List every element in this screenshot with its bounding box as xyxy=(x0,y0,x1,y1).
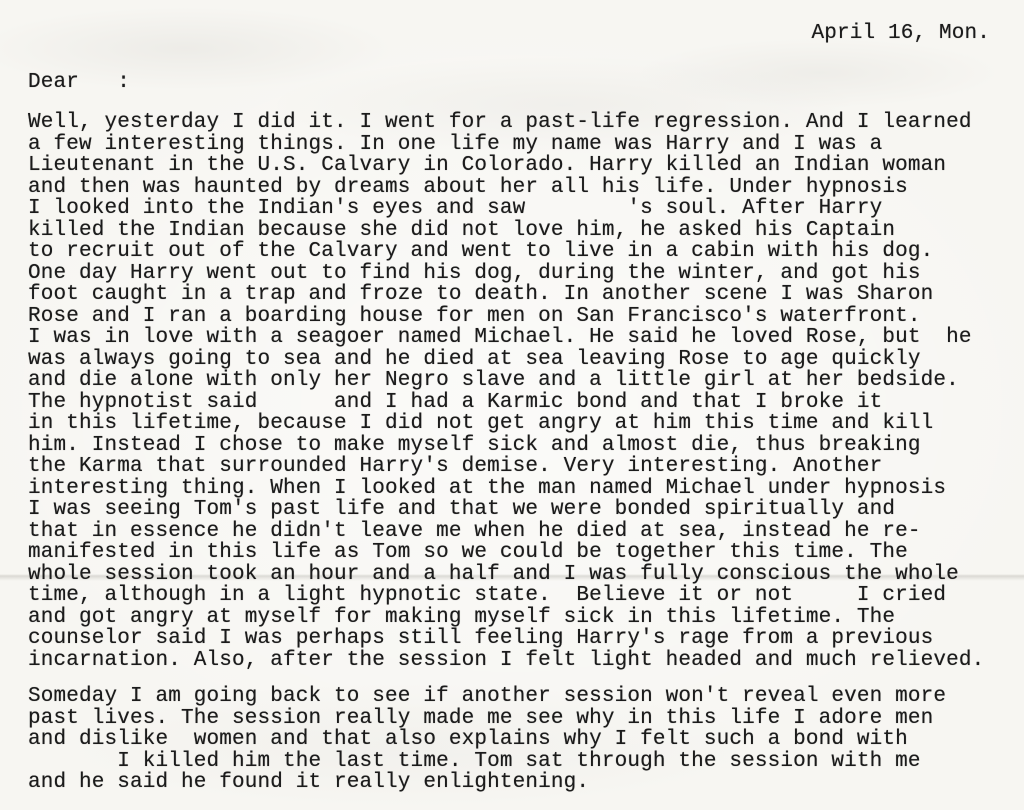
letter-line: Lieutenant in the U.S. Calvary in Colorado. Harry killed an Indian woman xyxy=(28,154,947,177)
letter-line: I was seeing Tom's past life and that we were bonded spiritually and xyxy=(28,498,896,521)
letter-line: I killed him the last time. Tom sat through the session with me xyxy=(28,749,921,773)
letter-line: I looked into the Indian's eyes and saw 's soul. After Harry xyxy=(28,197,883,220)
letter-line: counselor said I was perhaps still feeling Harry's rage from a previous xyxy=(28,627,934,650)
letter-line: and he said he found it really enlightening. xyxy=(28,771,590,794)
letter-body-paragraph-2 xyxy=(28,686,1014,794)
letter-line: Rose and I ran a boarding house for men on San Francisco's waterfront. xyxy=(28,304,921,328)
letter-line: and die alone with only her Negro slave and a little girl at her bedside. xyxy=(28,369,959,392)
letter-salutation: Dear : xyxy=(28,71,131,94)
letter-line: manifested in this life as Tom so we could be together this time. The xyxy=(28,541,908,564)
letter-line: time, although in a light hypnotic state. Believe it or not I cried xyxy=(28,584,947,607)
letter-line: The hypnotist said and I had a Karmic bond and that I broke it xyxy=(28,390,883,414)
letter-line: I was in love with a seagoer named Michael. He said he loved Rose, but he xyxy=(28,326,972,349)
letter-line: and dislike women and that also explains why I felt such a bond with xyxy=(28,728,908,751)
letter-line: that in essence he didn't leave me when he died at sea, instead he re- xyxy=(28,519,921,543)
letter-line: Well, yesterday I did it. I went for a past-life regression. And I learned xyxy=(28,111,972,134)
letter-line: and then was haunted by dreams about her all his life. Under hypnosis xyxy=(28,175,908,199)
letter-line: him. Instead I chose to make myself sick and almost die, thus breaking xyxy=(28,433,921,457)
letter-line: One day Harry went out to find his dog, during the winter, and got his xyxy=(28,261,921,285)
letter-line: the Karma that surrounded Harry's demise. Very interesting. Another xyxy=(28,455,883,478)
letter-line: whole session took an hour and a half and I was fully conscious the whole xyxy=(28,562,959,586)
letter-line: was always going to sea and he died at sea leaving Rose to age quickly xyxy=(28,347,921,371)
letter-line: to recruit out of the Calvary and went to live in a cabin with his dog. xyxy=(28,240,934,263)
letter-line: past lives. The session really made me see why in this life I adore men xyxy=(28,706,934,730)
letter-line: killed the Indian because she did not love him, he asked his Captain xyxy=(28,218,896,242)
letter-line: and got angry at myself for making myself sick in this lifetime. The xyxy=(28,605,896,629)
letter-body-paragraph-1 xyxy=(28,112,1014,671)
letter-line: in this lifetime, because I did not get angry at him this time and kill xyxy=(28,412,934,435)
letter-line: interesting thing. When I looked at the man named Michael under hypnosis xyxy=(28,476,947,500)
letter-line: a few interesting things. In one life my name was Harry and I was a xyxy=(28,132,883,156)
letter-date: April 16, Mon. xyxy=(811,22,990,45)
letter-line: incarnation. Also, after the session I felt light headed and much relieved. xyxy=(28,648,985,672)
letter-line: foot caught in a trap and froze to death. In another scene I was Sharon xyxy=(28,283,934,306)
letter-line: Someday I am going back to see if another session won't reveal even more xyxy=(28,685,947,708)
